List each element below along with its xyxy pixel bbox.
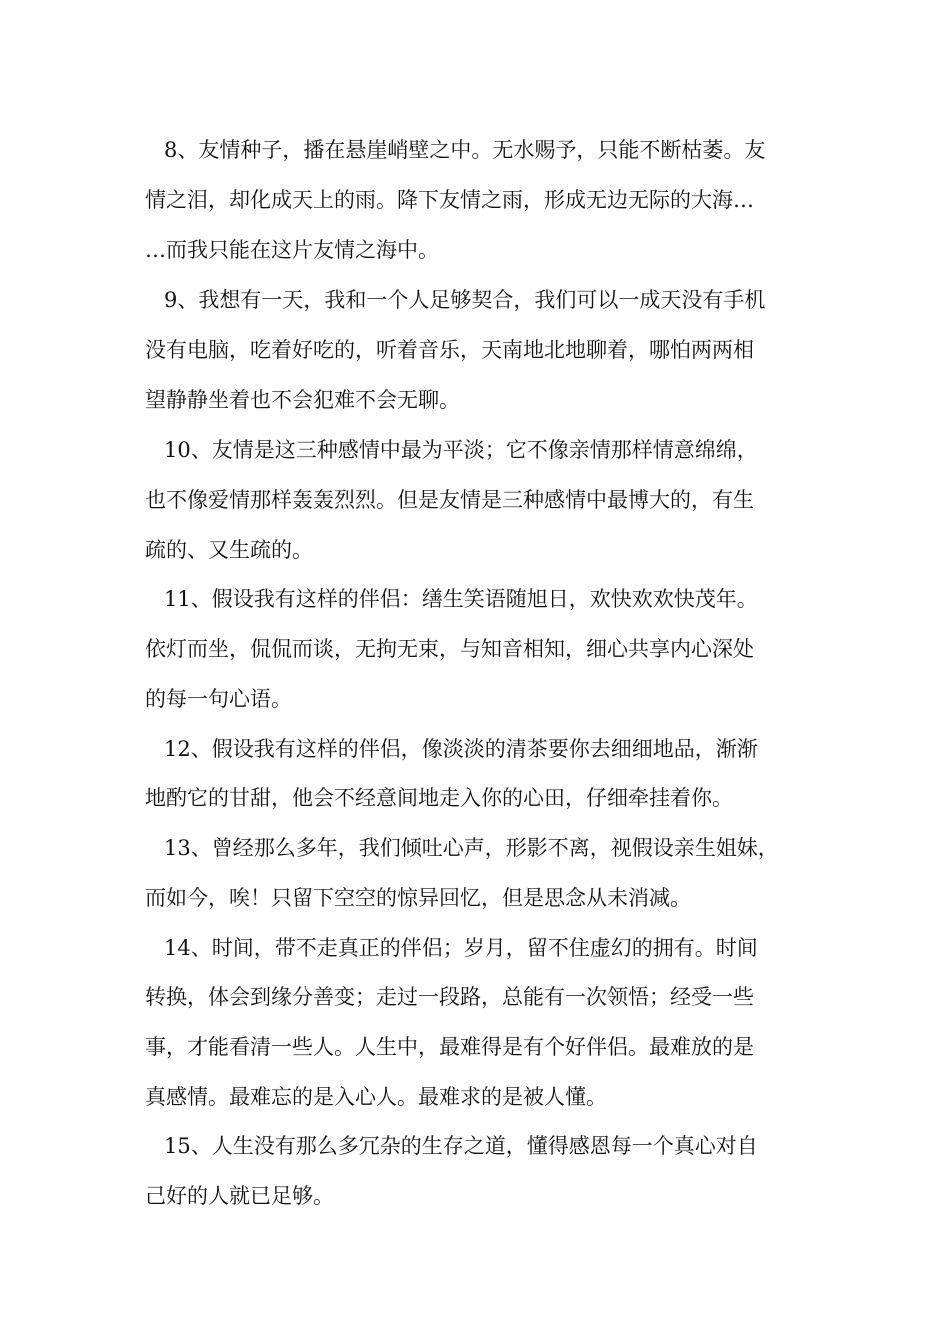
paragraph-line: 8、友情种子，播在悬崖峭壁之中。无水赐予，只能不断枯萎。友 <box>164 138 766 162</box>
paragraph-line: 也不像爱情那样轰轰烈烈。但是友情是三种感情中最博大的，有生 <box>145 488 754 512</box>
paragraph-line: 己好的人就已足够。 <box>145 1184 334 1208</box>
paragraph-line: 的每一句心语。 <box>145 687 292 711</box>
paragraph-line: …而我只能在这片友情之海中。 <box>145 238 439 262</box>
paragraph-line: 疏的、又生疏的。 <box>145 538 313 562</box>
paragraph-line: 9、我想有一天，我和一个人足够契合，我们可以一成天没有手机 <box>164 288 766 312</box>
paragraph-line: 事，才能看清一些人。人生中，最难得是有个好伴侣。最难放的是 <box>145 1035 754 1059</box>
paragraph-line: 转换，体会到缘分善变；走过一段路，总能有一次领悟；经受一些 <box>145 985 754 1009</box>
paragraph-line: 13、曾经那么多年，我们倾吐心声，形影不离，视假设亲生姐妹， <box>164 836 779 860</box>
paragraph-line: 没有电脑，吃着好吃的，听着音乐，天南地北地聊着，哪怕两两相 <box>145 338 754 362</box>
paragraph-line: 情之泪，却化成天上的雨。降下友情之雨，形成无边无际的大海… <box>145 188 754 212</box>
paragraph-line: 10、友情是这三种感情中最为平淡；它不像亲情那样情意绵绵， <box>164 438 758 462</box>
paragraph-line: 真感情。最难忘的是入心人。最难求的是被人懂。 <box>145 1085 607 1109</box>
paragraph-line: 依灯而坐，侃侃而谈，无拘无束，与知音相知，细心共享内心深处 <box>145 637 754 661</box>
paragraph-line: 望静静坐着也不会犯难不会无聊。 <box>145 388 460 412</box>
paragraph-line: 而如今，唉！只留下空空的惊异回忆，但是思念从未消减。 <box>145 886 691 910</box>
paragraph-line: 12、假设我有这样的伴侣，像淡淡的清茶要你去细细地品，渐渐 <box>164 737 758 761</box>
paragraph-line: 15、人生没有那么多冗杂的生存之道，懂得感恩每一个真心对自 <box>164 1134 758 1158</box>
paragraph-line: 地酌它的甘甜，他会不经意间地走入你的心田，仔细牵挂着你。 <box>145 786 733 810</box>
paragraph-line: 11、假设我有这样的伴侣：缮生笑语随旭日，欢快欢欢快茂年。 <box>164 587 758 611</box>
paragraph-line: 14、时间，带不走真正的伴侣；岁月，留不住虚幻的拥有。时间 <box>164 936 758 960</box>
